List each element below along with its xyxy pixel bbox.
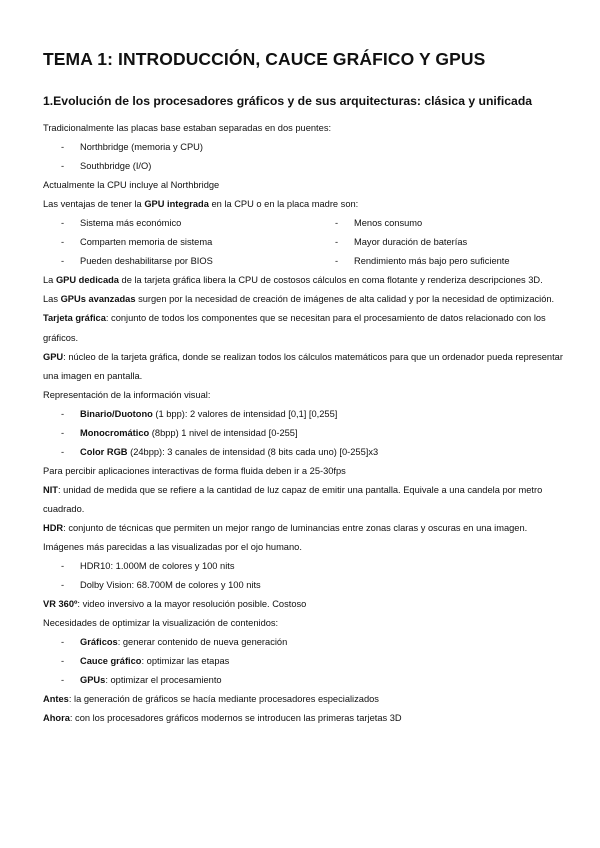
hdr-list — [43, 557, 563, 595]
list-item: - GPUs: optimizar el procesamiento — [43, 671, 563, 690]
paragraph: Necesidades de optimizar la visualización de contenidos: — [43, 618, 279, 629]
paragraph-ahora: Ahora: con los procesadores gráficos modernos se introducen las primeras tarjetas 3D — [43, 713, 402, 724]
paragraph: Actualmente la CPU incluye al Northbridge — [43, 180, 220, 191]
paragraph: Tradicionalmente las placas base estaban separadas en dos puentes: — [43, 123, 332, 133]
paragraph: Las ventajas de tener la GPU integrada en la CPU o en la placa madre son: — [43, 199, 359, 210]
paragraph: Las GPUs avanzadas surgen por la necesidad de creación de imágenes de alta calidad y por la necesidad de optimización. — [43, 294, 555, 305]
list-item: - Northbridge (memoria y CPU) — [43, 138, 563, 157]
paragraph: La GPU dedicada de la tarjeta gráfica libera la CPU de costosos cálculos en coma flotante y renderiza descripciones 3D. — [43, 275, 543, 286]
list-item: - Rendimiento más bajo pero suficiente — [317, 252, 563, 271]
list-item: - Southbridge (I/O) — [43, 157, 563, 176]
paragraph: Representación de la información visual: — [43, 389, 211, 400]
list-item: - Monocromático (8bpp) 1 nivel de intensidad [0-255] — [43, 424, 563, 443]
list-item: - HDR10: 1.000M de colores y 100 nits — [43, 557, 563, 576]
page-title: TEMA 1: INTRODUCCIÓN, CAUCE GRÁFICO Y GPUS — [43, 49, 486, 69]
advantages-list-right — [317, 214, 563, 271]
list-item: - Gráficos: generar contenido de nueva generación — [43, 633, 563, 652]
advantages-list-left — [43, 214, 317, 271]
list-item: - Menos consumo — [317, 214, 563, 233]
needs-list — [43, 633, 563, 690]
definition-hdr: HDR: conjunto de técnicas que permiten un mejor rango de luminancias entre zonas claras y oscuras en una imagen. Imágenes más parecidas a las visualizadas por el ojo humano. — [43, 522, 528, 553]
section-heading: 1.Evolución de los procesadores gráficos y de sus arquitecturas: clásica y unificada — [43, 94, 533, 108]
definition-tarjeta-grafica: Tarjeta gráfica: conjunto de todos los componentes que se necesitan para el procesamiento de datos relacionado con los gráficos. — [43, 313, 546, 343]
advantages-columns — [43, 214, 563, 271]
definition-vr: VR 360º: video inversivo a la mayor resolución posible. Costoso — [43, 599, 307, 610]
list-item: - Sistema más económico — [43, 214, 317, 233]
definition-gpu: GPU: núcleo de la tarjeta gráfica, donde se realizan todos los cálculos matemáticos para que un ordenador pueda representar una imagen en pantalla. — [43, 351, 563, 381]
representation-list — [43, 405, 563, 462]
list-item: - Comparten memoria de sistema — [43, 233, 317, 252]
list-item: - Color RGB (24bpp): 3 canales de intensidad (8 bits cada uno) [0-255]x3 — [43, 443, 563, 462]
document-body — [43, 119, 563, 729]
definition-nit: NIT: unidad de medida que se refiere a la cantidad de luz capaz de emitir una pantalla. Equivale a una candela por metro cuadrado. — [43, 484, 543, 514]
list-item: - Mayor duración de baterías — [317, 233, 563, 252]
bridges-list — [43, 138, 563, 176]
paragraph-antes: Antes: la generación de gráficos se hacía mediante procesadores especializados — [43, 694, 379, 705]
list-item: - Dolby Vision: 68.700M de colores y 100 nits — [43, 576, 563, 595]
paragraph: Para percibir aplicaciones interactivas de forma fluida deben ir a 25-30fps — [43, 465, 346, 476]
list-item: - Cauce gráfico: optimizar las etapas — [43, 652, 563, 671]
list-item: - Binario/Duotono (1 bpp): 2 valores de intensidad [0,1] [0,255] — [43, 405, 563, 424]
list-item: - Pueden deshabilitarse por BIOS — [43, 252, 317, 271]
